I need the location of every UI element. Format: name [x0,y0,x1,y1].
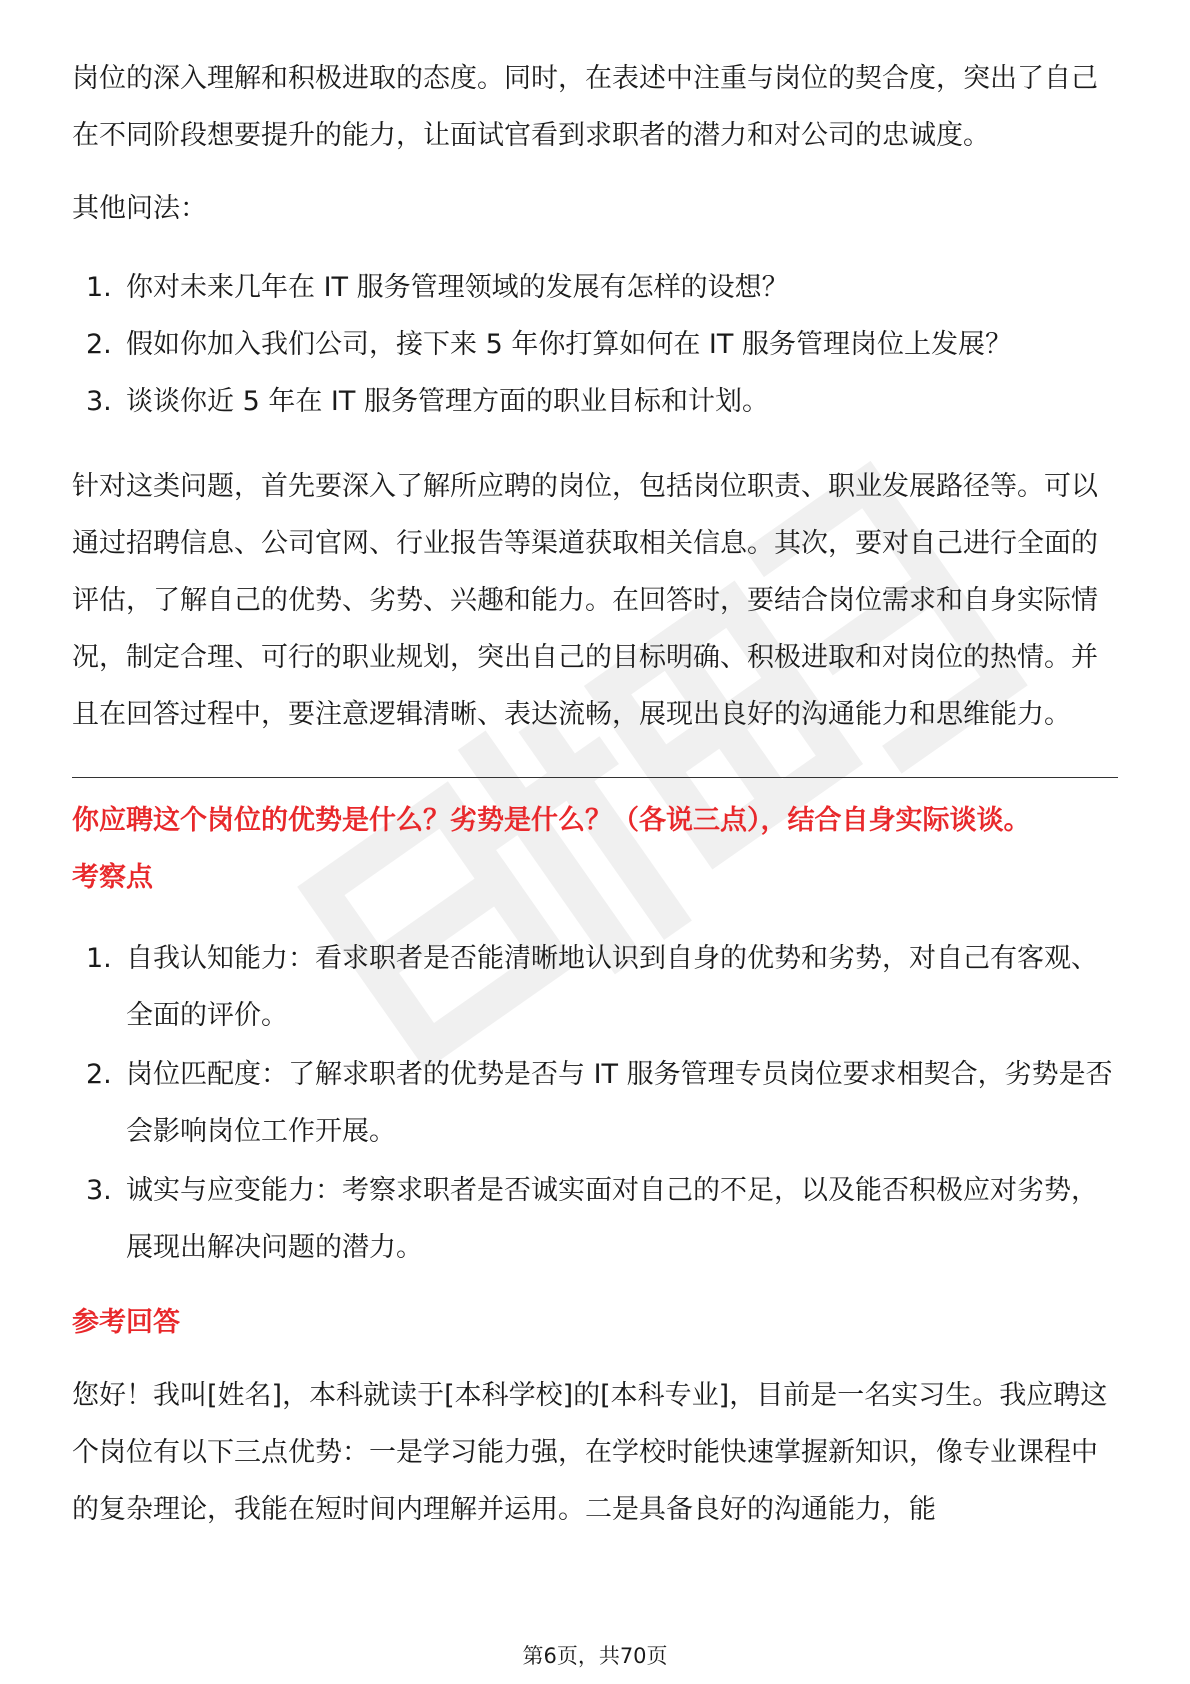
list-item-text: 诚实与应变能力：考察求职者是否诚实面对自己的不足，以及能否积极应对劣势，展现出解决问题的潜力。 [126,1175,1098,1263]
reference-answer-heading: 参考回答 [72,1307,180,1338]
advice-paragraph: 针对这类问题，首先要深入了解所应聘的岗位，包括岗位职责、职业发展路径等。可以通过招聘信息、公司官网、行业报告等渠道获取相关信息。其次，要对自己进行全面的评估，了解自己的优势、劣势、兴趣和能力。在回答时，要结合岗位需求和自身实际情况，制定合理、可行的职业规划，突出自己的目标明确、积极进取和对岗位的热情。并且在回答过程中，要注意逻辑清晰、表达流畅，展现出良好的沟通能力和思维能力。 [72,471,1098,730]
list-item [72,259,1118,316]
list-item-text: 岗位匹配度：了解求职者的优势是否与 IT 服务管理专员岗位要求相契合，劣势是否会影响岗位工作开展。 [126,1059,1113,1147]
focus-points-list [72,930,1118,1276]
list-item [72,373,1118,430]
intro-paragraph: 岗位的深入理解和积极进取的态度。同时，在表述中注重与岗位的契合度，突出了自己在不同阶段想要提升的能力，让面试官看到求职者的潜力和对公司的忠诚度。 [72,63,1098,151]
list-item-number: 2. [86,329,112,360]
other-questions-heading: 其他问法： [72,193,207,224]
list-item-number: 2. [86,1059,112,1090]
list-item-text: 自我认知能力：看求职者是否能清晰地认识到自身的优势和劣势，对自己有客观、全面的评价。 [126,943,1098,1031]
focus-heading: 考察点 [72,862,153,893]
list-item-number: 1. [86,272,112,303]
list-item-number: 1. [86,943,112,974]
other-questions-list [72,259,1118,430]
list-item [72,1162,1118,1276]
list-item-text: 你对未来几年在 IT 服务管理领域的发展有怎样的设想？ [126,272,789,303]
list-item-number: 3. [86,386,112,417]
list-item [72,316,1118,373]
section-divider [72,777,1118,778]
question-title: 你应聘这个岗位的优势是什么？劣势是什么？（各说三点），结合自身实际谈谈。 [72,805,1031,836]
reference-answer-paragraph: 您好！我叫[姓名]，本科就读于[本科学校]的[本科专业]，目前是一名实习生。我应聘这个岗位有以下三点优势：一是学习能力强，在学校时能快速掌握新知识，像专业课程中的复杂理论，我能在短时间内理解并运用。二是具备良好的沟通能力，能 [72,1380,1108,1525]
list-item-text: 假如你加入我们公司，接下来 5 年你打算如何在 IT 服务管理岗位上发展？ [126,329,1012,360]
document-page [72,50,1118,1538]
list-item [72,1046,1118,1160]
page-indicator: 第6页，共70页 [522,1644,668,1668]
list-item-text: 谈谈你近 5 年在 IT 服务管理方面的职业目标和计划。 [126,386,769,417]
list-item [72,930,1118,1044]
list-item-number: 3. [86,1175,112,1206]
